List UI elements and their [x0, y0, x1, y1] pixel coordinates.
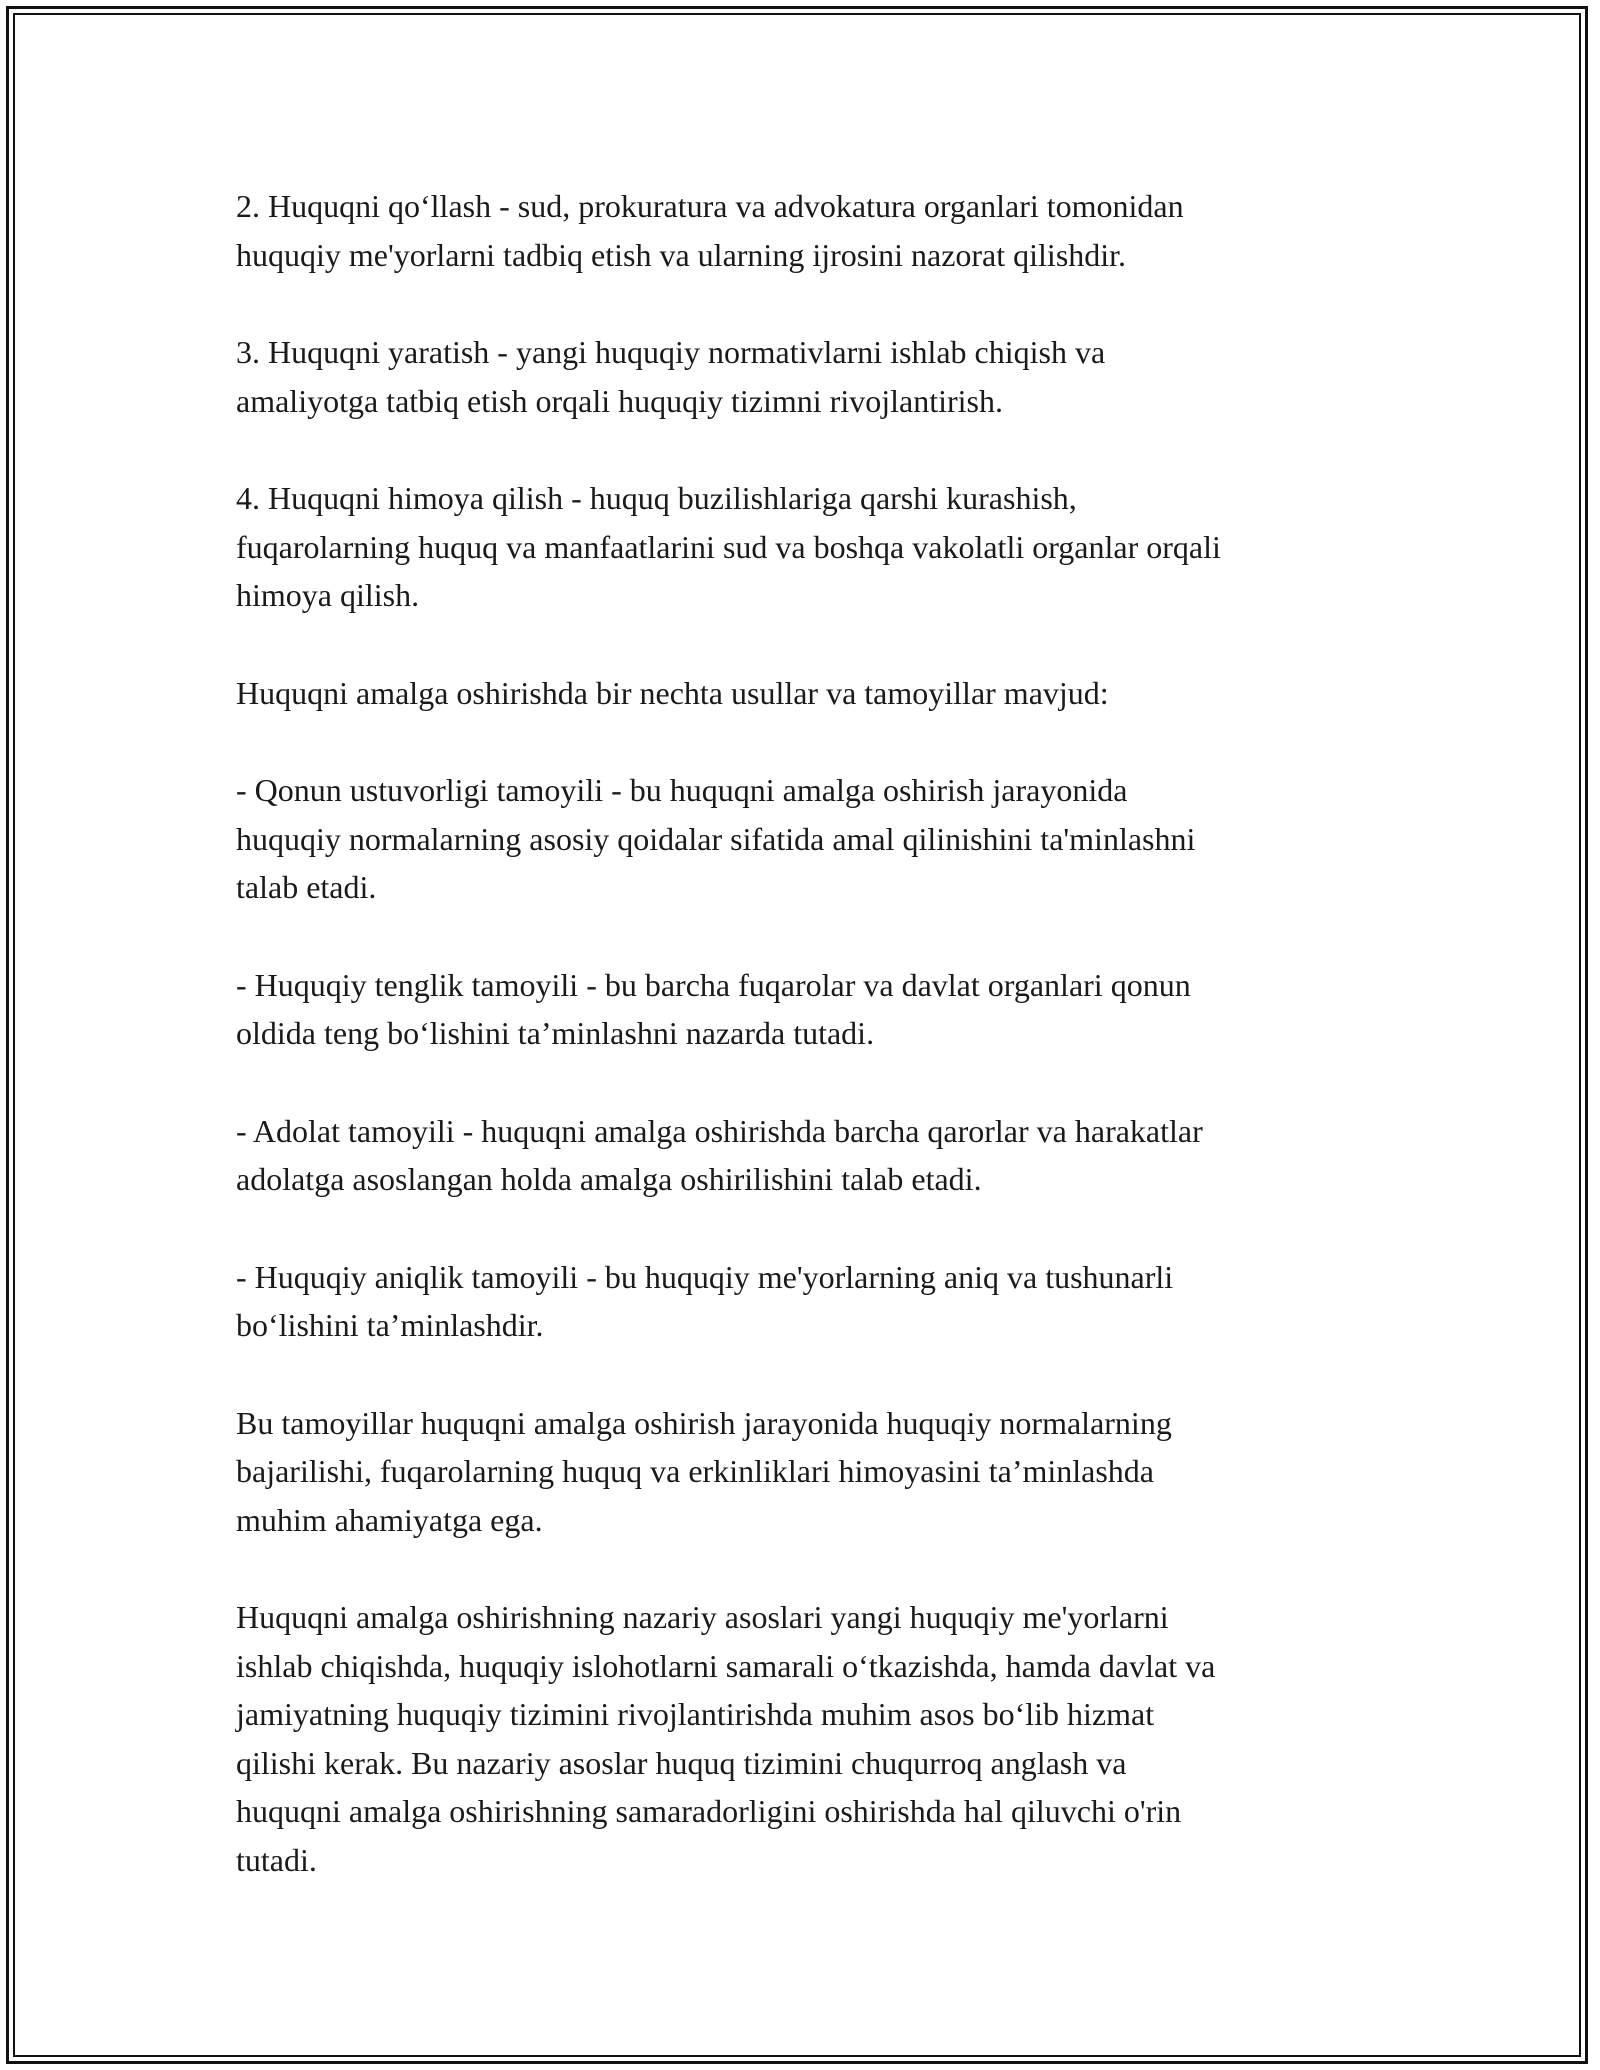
- text-line: ishlab chiqishda, huquqiy islohotlarni samarali o‘tkazishda, hamda davlat va: [236, 1647, 1216, 1684]
- paragraph-legal-certainty: [236, 1253, 1386, 1350]
- text-line: bo‘lishini ta’minlashdir.: [236, 1307, 544, 1343]
- text-line: bajarilishi, fuqarolarning huquq va erkinliklari himoyasini ta’minlashda: [236, 1453, 1154, 1489]
- text-line: qilishi kerak. Bu nazariy asoslar huquq tizimini chuqurroq anglash va: [236, 1744, 1127, 1781]
- text-line: Bu tamoyillar huquqni amalga oshirish jarayonida huquqiy normalarning: [236, 1404, 1172, 1441]
- text-line: 2. Huquqni qo‘llash - sud, prokuratura va advokatura organlari tomonidan: [236, 188, 1184, 224]
- text-line: 4. Huquqni himoya qilish - huquq buzilishlariga qarshi kurashish,: [236, 480, 1077, 516]
- text-line: tutadi.: [236, 1841, 317, 1878]
- text-line: - Huquqiy aniqlik tamoyili - bu huquqiy me'yorlarning aniq va tushunarli: [236, 1258, 1174, 1295]
- paragraph-principles-importance: [236, 1399, 1386, 1545]
- text-line: Huquqni amalga oshirishda bir nechta usullar va tamoyillar mavjud:: [236, 674, 1109, 711]
- text-line: amaliyotga tatbiq etish orqali huquqiy tizimni rivojlantirish.: [236, 382, 1003, 419]
- paragraph-item-2-applying-law: [236, 182, 1386, 279]
- text-line: jamiyatning huquqiy tizimini rivojlantirishda muhim asos bo‘lib hizmat: [236, 1696, 1155, 1732]
- text-line: adolatga asoslangan holda amalga oshirilishini talab etadi.: [236, 1161, 982, 1197]
- paragraph-item-4-protecting-law: [236, 474, 1386, 620]
- paragraph-rule-of-law: [236, 766, 1386, 912]
- document-body: [236, 182, 1386, 1933]
- text-line: muhim ahamiyatga ega.: [236, 1501, 543, 1538]
- text-line: - Qonun ustuvorligi tamoyili - bu huquqni amalga oshirish jarayonida: [236, 772, 1128, 808]
- text-line: - Huquqiy tenglik tamoyili - bu barcha fuqarolar va davlat organlari qonun: [236, 966, 1191, 1003]
- paragraph-methods-intro: [236, 669, 1386, 718]
- text-line: huquqni amalga oshirishning samaradorligini oshirishda hal qiluvchi o'rin: [236, 1793, 1182, 1829]
- text-line: himoya qilish.: [236, 577, 420, 613]
- paragraph-legal-equality: [236, 961, 1386, 1058]
- paragraph-justice: [236, 1107, 1386, 1204]
- text-line: fuqarolarning huquq va manfaatlarini sud va boshqa vakolatli organlar orqali: [236, 528, 1221, 565]
- text-line: oldida teng bo‘lishini ta’minlashni nazarda tutadi.: [236, 1015, 875, 1051]
- text-line: talab etadi.: [236, 869, 377, 905]
- text-line: huquqiy me'yorlarni tadbiq etish va ularning ijrosini nazorat qilishdir.: [236, 236, 1127, 273]
- text-line: Huquqni amalga oshirishning nazariy asoslari yangi huquqiy me'yorlarni: [236, 1599, 1169, 1635]
- text-line: huquqiy normalarning asosiy qoidalar sifatida amal qilinishini ta'minlashni: [236, 820, 1196, 857]
- text-line: 3. Huquqni yaratish - yangi huquqiy normativlarni ishlab chiqish va: [236, 334, 1106, 370]
- text-line: - Adolat tamoyili - huquqni amalga oshirishda barcha qarorlar va harakatlar: [236, 1112, 1203, 1149]
- paragraph-item-3-creating-law: [236, 328, 1386, 425]
- paragraph-theoretical-foundations: [236, 1593, 1386, 1884]
